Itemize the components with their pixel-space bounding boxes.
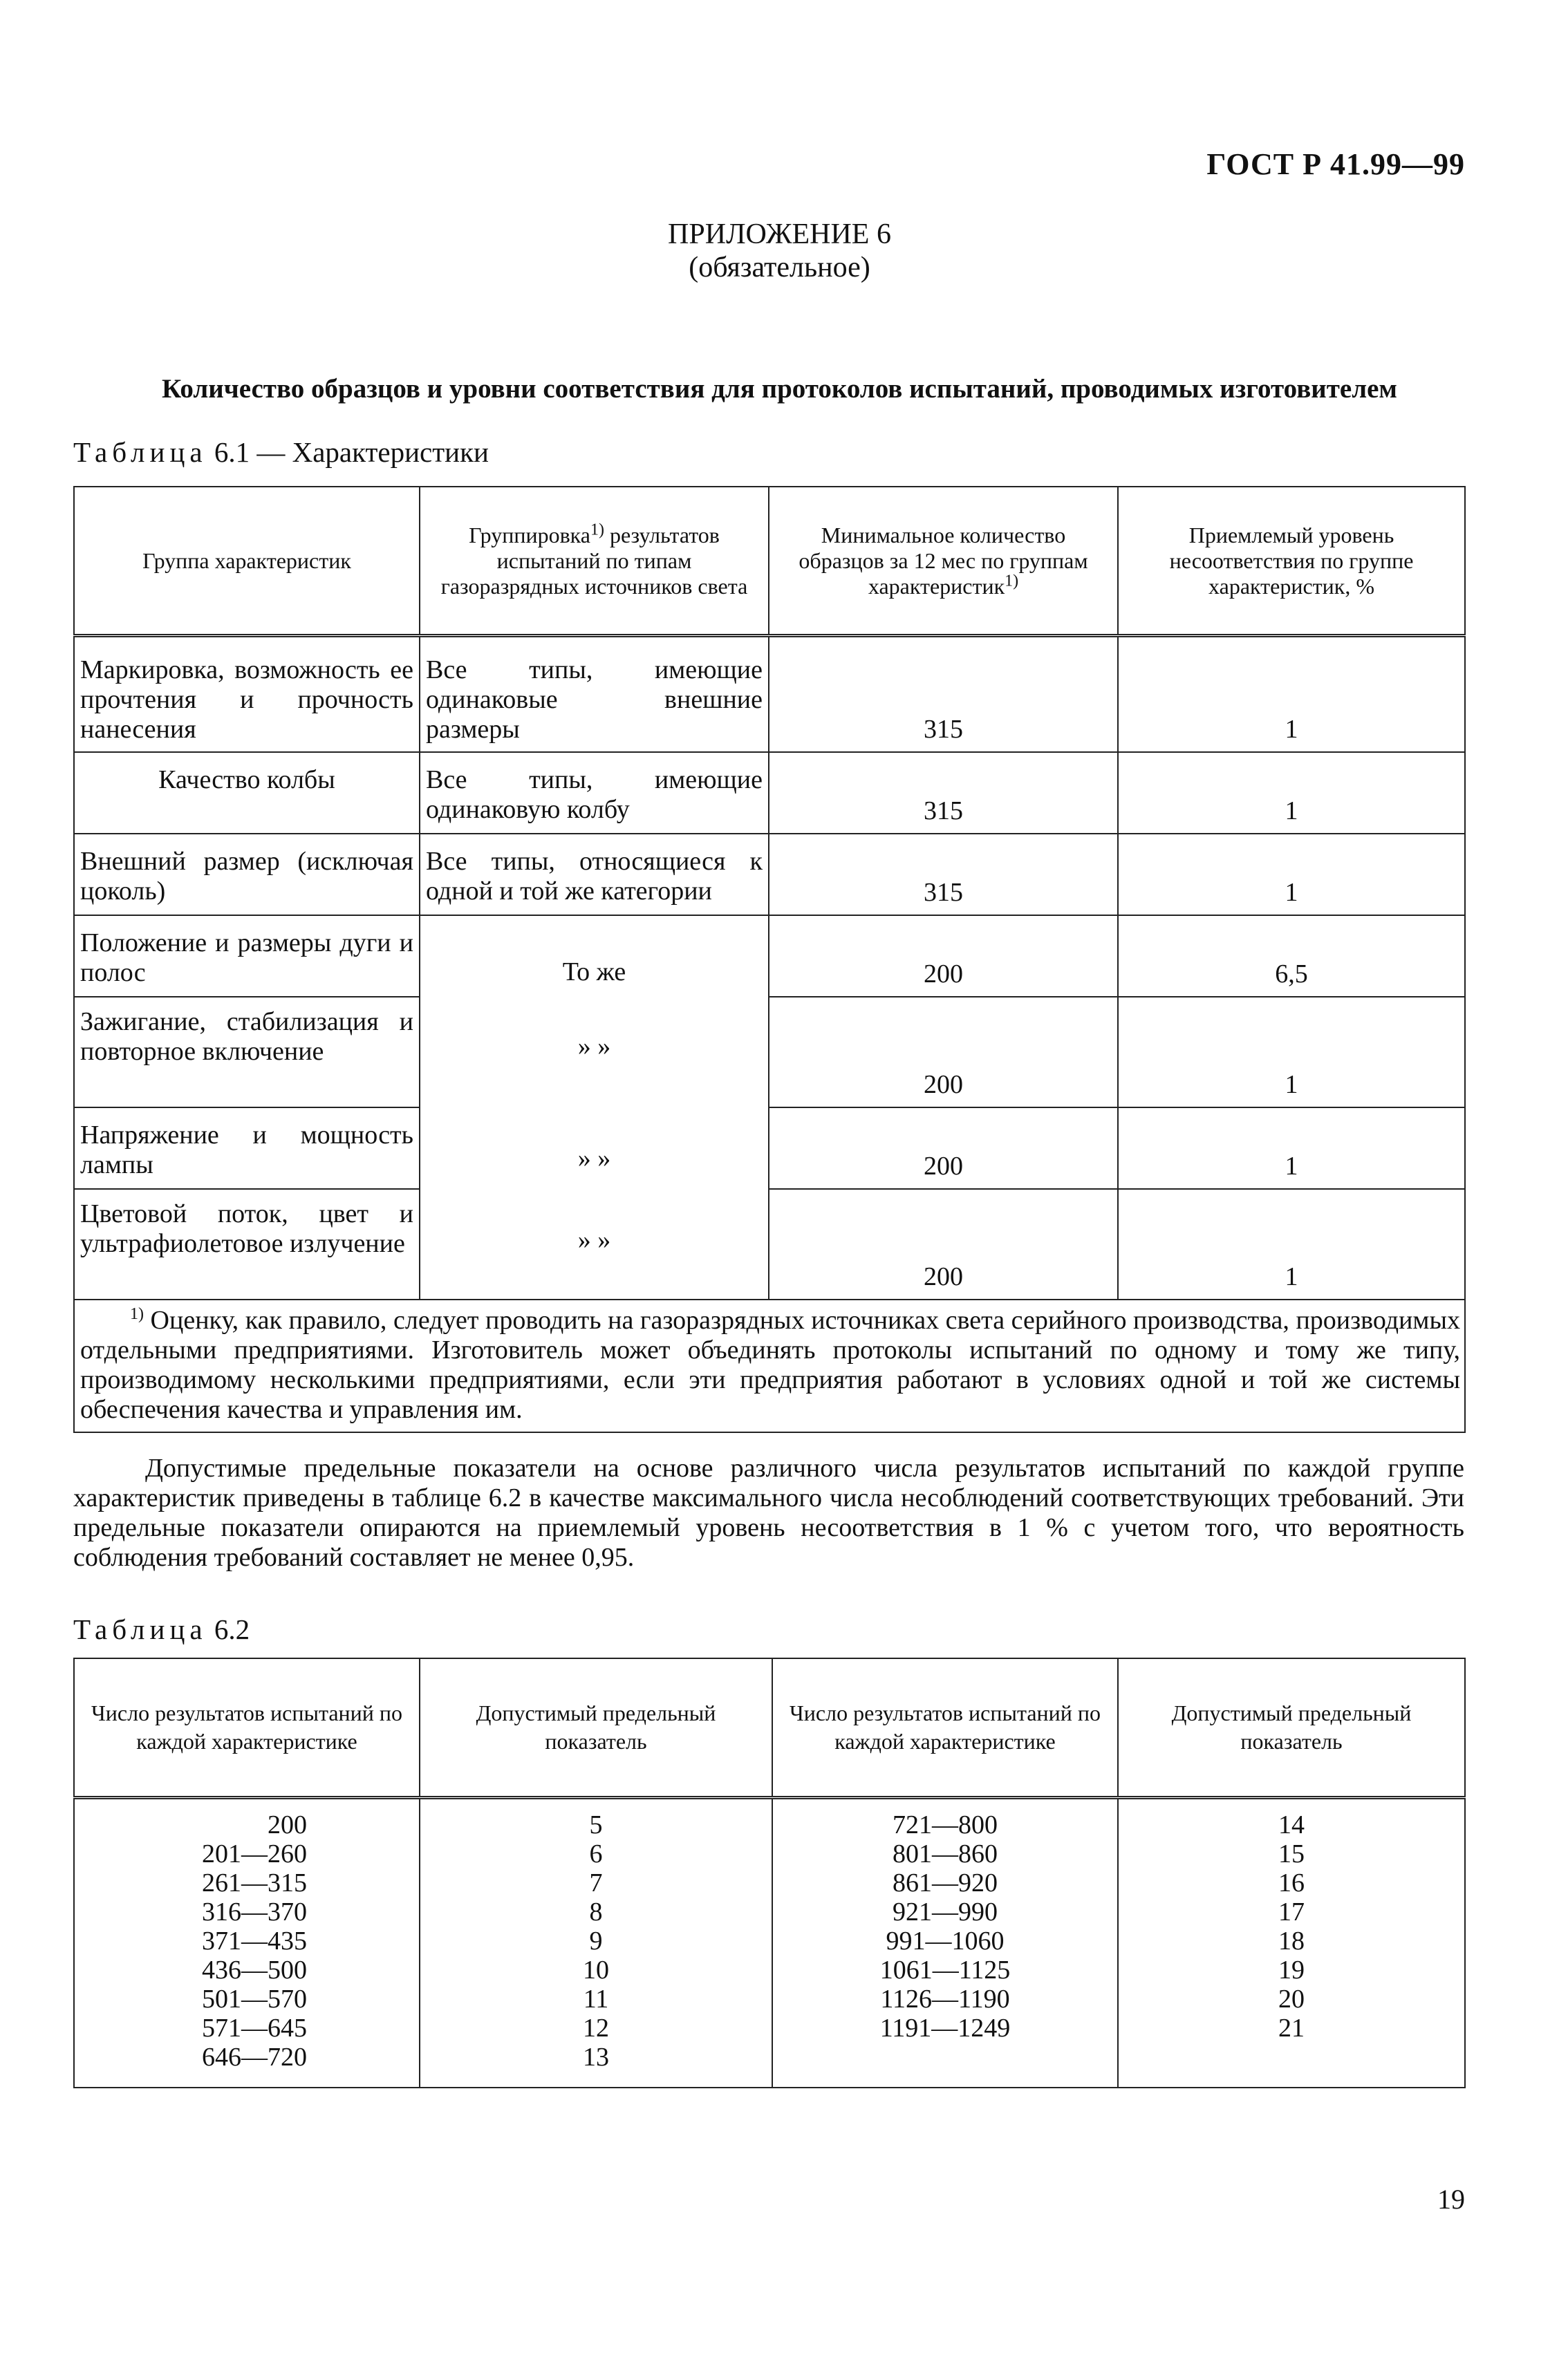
cell-min-quantity: 200 — [769, 1107, 1118, 1189]
document-title: Количество образцов и уровни соответствия для протоколов испытаний, проводимых изготовителем — [162, 374, 1397, 404]
cell-grouping-ditto: » » — [577, 1226, 611, 1255]
cell-acceptable-level: 6,5 — [1118, 915, 1465, 997]
cell-group: Качество колбы — [74, 752, 420, 834]
table-row — [74, 752, 1465, 834]
cell-grouping: Все типы, имеющие одинаковые внешние размеры — [420, 636, 769, 753]
cell-group: Зажигание, стабилизация и повторное включение — [74, 997, 420, 1107]
header-grouping — [420, 487, 769, 636]
appendix-title: ПРИЛОЖЕНИЕ 6 — [668, 218, 891, 250]
table2-header-row — [74, 1658, 1465, 1798]
table-row — [74, 1189, 1465, 1300]
cell-min-quantity: 200 — [769, 1189, 1118, 1300]
right-count-list: 721—800 801—860 861—920 921—990 991—1060 1061—1125 1126—1190 1191—1249 — [772, 1798, 1118, 2088]
header-count-left: Число результатов испытаний по каждой характеристике — [74, 1658, 420, 1798]
table1-caption — [73, 435, 489, 469]
cell-group: Напряжение и мощность лампы — [74, 1107, 420, 1189]
cell-group: Положение и размеры дуги и полос — [74, 915, 420, 997]
header-min-quantity — [769, 487, 1118, 636]
cell-acceptable-level: 1 — [1118, 636, 1465, 753]
table1-header-row — [74, 487, 1465, 636]
header-grouping-a: Группировка — [469, 522, 590, 547]
cell-group: Цветовой поток, цвет и ультрафиолетовое излучение — [74, 1189, 420, 1300]
cell-acceptable-level: 1 — [1118, 997, 1465, 1107]
table-limits — [73, 1658, 1466, 2088]
header-min-quantity-footnote-mark: 1) — [1005, 571, 1019, 590]
cell-min-quantity: 315 — [769, 834, 1118, 915]
table-characteristics — [73, 486, 1466, 1433]
header-acceptable-level: Приемлемый уровень несоответствия по группе характеристик, % — [1118, 487, 1465, 636]
table2-caption-text: 6.2 — [207, 1613, 250, 1645]
cell-min-quantity: 200 — [769, 997, 1118, 1107]
cell-min-quantity: 315 — [769, 752, 1118, 834]
table-row — [74, 915, 1465, 997]
appendix-heading — [0, 218, 1559, 284]
left-limit-list: 5 6 7 8 9 10 11 12 13 — [420, 1798, 772, 2088]
footnote-text: Оценку, как правило, следует проводить на газоразрядных источниках света серийного производства, производимых отдельными предприятиями. Изготовитель может объединять протоколы испытаний по одному и тому же типу, производимому несколькими предприятиями, если эти предприятия работают в условиях одной и той же системы обеспечения качества и управления им. — [80, 1306, 1460, 1424]
table1-footnote-row — [74, 1300, 1465, 1432]
header-limit-left: Допустимый предельный показатель — [420, 1658, 772, 1798]
cell-group: Внешний размер (исключая цоколь) — [74, 834, 420, 915]
table1-footnote — [74, 1300, 1465, 1432]
appendix-subtitle: (обязательное) — [689, 252, 870, 283]
table2-caption-word: Таблица — [73, 1613, 207, 1645]
header-group: Группа характеристик — [74, 487, 420, 636]
cell-acceptable-level: 1 — [1118, 1107, 1465, 1189]
header-limit-right: Допустимый предельный показатель — [1118, 1658, 1465, 1798]
table-row — [74, 636, 1465, 753]
cell-min-quantity: 200 — [769, 915, 1118, 997]
table2-body-row — [74, 1798, 1465, 2088]
header-min-quantity-text: Минимальное количество образцов за 12 мес по группам характеристик — [799, 522, 1088, 599]
table1-caption-text: 6.1 — Характеристики — [207, 436, 489, 468]
table-row — [74, 997, 1465, 1107]
cell-grouping-merged — [420, 915, 769, 1300]
left-count-list: 200 201—260 261—315 316—370 371—435 436—500 501—570 571—645 646—720 — [74, 1798, 420, 2088]
footnote-mark: 1) — [130, 1305, 144, 1324]
header-grouping-footnote-mark: 1) — [590, 520, 604, 538]
header-grouping-b: результатов испытаний по типам газоразрядных источников света — [440, 522, 748, 599]
table1-caption-word: Таблица — [73, 436, 207, 468]
cell-min-quantity: 315 — [769, 636, 1118, 753]
body-paragraph: Допустимые предельные показатели на основе различного числа результатов испытаний по каждой группе характеристик приведены в таблице 6.2 в качестве максимального числа несоблюдений соответствующих требований. Эти предельные показатели опираются на приемлемый уровень несоответствия в 1 % с учетом того, что вероятность соблюдения требований составляет не менее 0,95. — [73, 1454, 1464, 1572]
cell-grouping: Все типы, относящиеся к одной и той же категории — [420, 834, 769, 915]
table2-caption — [73, 1613, 250, 1646]
cell-acceptable-level: 1 — [1118, 752, 1465, 834]
standard-code: ГОСТ Р 41.99—99 — [1206, 147, 1465, 181]
page-number: 19 — [1437, 2184, 1465, 2215]
table-row — [74, 834, 1465, 915]
header-count-right: Число результатов испытаний по каждой характеристике — [772, 1658, 1118, 1798]
cell-grouping: Все типы, имеющие одинаковую колбу — [420, 752, 769, 834]
cell-group: Маркировка, возможность ее прочтения и прочность нанесения — [74, 636, 420, 753]
cell-grouping-ditto: » » — [577, 1032, 611, 1061]
cell-grouping: То же — [562, 957, 626, 986]
cell-grouping-ditto: » » — [577, 1144, 611, 1173]
cell-acceptable-level: 1 — [1118, 1189, 1465, 1300]
cell-acceptable-level: 1 — [1118, 834, 1465, 915]
table-row — [74, 1107, 1465, 1189]
right-limit-list: 14 15 16 17 18 19 20 21 — [1118, 1798, 1465, 2088]
